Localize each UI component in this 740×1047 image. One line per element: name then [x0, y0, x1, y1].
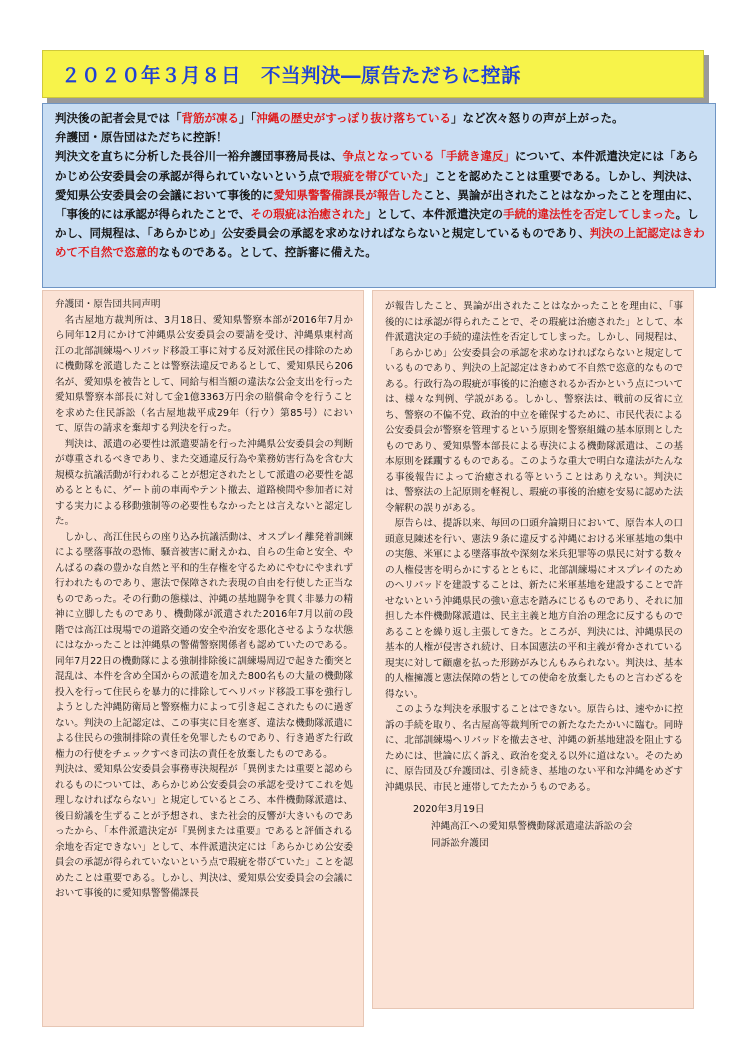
signatory-association: 沖縄高江への愛知県警機動隊派遣違法訴訟の会	[431, 821, 633, 832]
summary-highlight: 争点となっている「手続き違反」	[342, 149, 515, 164]
summary-text: 」「	[239, 111, 257, 125]
summary-highlight: 背筋が凍る	[181, 111, 239, 125]
summary-paragraph-appeal: 弁護団・原告団はただちに控訴！	[55, 130, 228, 145]
statement-paragraph: 判決は、派遣の必要性は派遣要請を行った沖縄県公安委員会の判断が尊重されるべきであり、また交通違反行為や業務妨害行為を含む大規模な抗議活動が行われることが想定されたとして派遣の必要性を認めるとともに、ゲート前の車両やテント撤去、道路検問や参加者に対する実力による移動強制等の必要性もなかったとは言えないと認定した。	[55, 438, 353, 527]
summary-highlight: 判決の上記認定はきわめて不自然で恣意的	[55, 226, 705, 260]
summary-highlight: 愛知県警警備課長が報告した	[273, 187, 423, 202]
statement-date: 2020年3月19日	[413, 804, 485, 815]
signature-block	[385, 801, 683, 852]
statement-paragraph: が報告したこと、異論が出されたことはなかったことを理由に、「事後的には承認が得られたことで、その瑕疵は治癒された」として、本件派遣決定の手続的違法性を否定してしまった。しかし、同規程は、「あらかじめ」公安委員会の承認を求めなければならないと規定しているものであり、判決の上記認定はきわめて不自然で恣意的なものである。行政行為の瑕疵が事後的に治癒されるか否かという点については、様々な判例、学説がある。しかし、警察法は、戦前の反省に立ち、警察の不偏不党、政治的中立を確保するために、市民代表による公安委員会が警察を管理するという原則を警察組織の基本原則としたものであり、愛知県警本部長による専決による機動隊派遣は、この基本原則を蹂躙するものである。このような重大で明白な違法がたんなる事後報告によって治癒される等ということはありえない。判決には、警察法の上記原則を軽視し、瑕疵の事後的治癒を安易に認めた法令解釈の誤りがある。	[385, 301, 683, 514]
statement-paragraph: しかし、高江住民らの座り込み抗議活動は、オスプレイ離発着訓練による墜落事故の恐怖、騒音被害に耐えかね、自らの生命と安全、やんばるの森の豊かな自然と平和的生存権を守るためにやむにやまれず行われたものであり、憲法で保障された表現の自由を行使した正当なものであった。その行動の態様は、沖縄の基地闘争を貫く非暴力の精神に立脚したものであり、機動隊が派遣された2016年7月以前の段階では高江は現場での道路交通の安全や治安を悪化させるような状態にはなかったことは沖縄県の警備警察関係者も認めていたのである。同年7月22日の機動隊による強制排除後に訓練場周辺で起きた衝突と混乱は、本件を含め全国からの派遣を加えた800名もの大量の機動隊投入を行って住民らを暴力的に排除してヘリパッド移設工事を強行しようとした沖縄防衛局と警察権力によって引き起こされたものに過ぎない。判決の上記認定は、この事実に目を塞ぎ、違法な機動隊派遣による住民らの強制排除の責任を免罪したものであり、行き過ぎた行政権力の行使をチェックすべき司法の責任を放棄したものである。	[55, 531, 353, 760]
signatory-lawyers: 同訴訟弁護団	[431, 838, 489, 849]
statement-paragraph: 原告らは、提訴以来、毎回の口頭弁論期日において、原告本人の口頭意見陳述を行い、憲法９条に違反する沖縄における米軍基地の集中の実態、米軍による墜落事故や深刻な米兵犯罪等の県民に対する数々の人権侵害を明らかにするとともに、北部訓練場にオスプレイのためのヘリパッドを建設することは、新たに米軍基地を建設することで許せないという沖縄県民の強い意志を踏みにじるものであり、それに加担した本件機動隊派遣は、民主主義と地方自治の理念に反するものであることを繰り返し主張してきた。ところが、判決には、沖縄県民の基本的人権が侵害され続け、日本国憲法の平和主義が脅かされている現実に対して顧慮を払った形跡がみじんもみられない。判決は、基本的人権擁護と憲法保障の砦としての使命を放棄したものと言わざるを得ない。	[385, 518, 683, 700]
summary-text: 」など次々怒りの声が上がった。	[450, 111, 624, 125]
statement-paragraph: 名古屋地方裁判所は、3月18日、愛知県警察本部が2016年7月から同年12月にかけて沖縄県公安委員会の要請を受け、沖縄県東村高江の北部訓練場ヘリパッド移設工事に対する反対派住民の排除のために機動隊を派遣したことは警察法違反であるとして、愛知県民ら206名が、愛知県を被告として、同給与相当額の違法な公金支出を行った愛知県警察本部長に対して金1億3363万円余の賠償命令を行うことを求めた住民訴訟（名古屋地裁平成29年（行ウ）第85号）において、原告の請求を棄却する判決を行った。	[55, 314, 353, 434]
statement-column-left	[42, 290, 364, 1027]
summary-text: 判決後の記者会見では「	[55, 111, 182, 125]
summary-highlight: 瑕疵を帯びていた	[331, 168, 423, 183]
statement-title: 弁護団・原告団共同声明	[55, 299, 161, 310]
title-banner	[42, 50, 704, 98]
statement-paragraph: 判決は、愛知県公安委員会事務専決規程が「異例または重要と認められるものについては、あらかじめ公安委員会の承認を受けてこれを処理しなければならない」と規定しているところ、本件機動隊派遣は、後日紛議を生ずることが予想され、また社会的反響が大きいものであったから、「本件派遣決定が『異例または重要』であると評価される余地を否定できない」として、本件派遣決定には「あらかじめ公安委員会の承認が得られていないという点で瑕疵を帯びていた」ことを認めたことは重要である。しかし、判決は、愛知県公安委員会の会議において事後的に愛知県警警備課長	[55, 764, 353, 899]
summary-text: こと、異論が出されたことはなかったことを理由に、「事後的には承認が得られたことで、	[55, 187, 699, 222]
summary-text: 」として、本件派遣決定の	[365, 207, 504, 222]
statement-column-right	[372, 290, 694, 1009]
summary-text: 。しかし、同規程は、「あらかじめ」公安委員会の承認を求めなければならないと規定しているものであり、	[55, 207, 699, 241]
page-title: ２０２０年３月８日 不当判決―原告ただちに控訴	[61, 64, 522, 87]
summary-highlight: 沖縄の歴史がすっぽり抜け落ちている	[256, 111, 451, 125]
statement-paragraph: このような判決を承服することはできない。原告らは、速やかに控訴の手続を取り、名古屋高等裁判所での新たなたたかいに臨む。同時に、北部訓練場ヘリパッドを撤去させ、沖縄の新基地建設を阻止するためには、世論に広く訴え、政治を変える以外に道はない。そのために、原告団及び弁護団は、引き続き、基地のない平和な沖縄をめざす沖縄県民、市民と連帯してたたかうものである。	[385, 704, 683, 793]
summary-highlight: 手続的違法性を否定してしまった	[503, 207, 676, 222]
summary-box	[42, 103, 716, 288]
summary-text: 判決文を直ちに分析した長谷川一裕弁護団事務局長は、	[55, 149, 343, 164]
summary-text: 」ことを認めたことは重要である。しかし、判決は、愛知県公安委員会の会議において事後的に	[55, 168, 699, 202]
summary-text: なものである。として、控訴審に備えた。	[158, 245, 377, 260]
summary-text: について、本件派遣決定には「あらかじめ公安委員会の承認が得られていないという点で	[55, 149, 699, 183]
summary-highlight: その瑕疵は治癒された	[250, 207, 366, 222]
summary-paragraph-press	[55, 109, 707, 128]
summary-paragraph-analysis	[55, 147, 707, 262]
